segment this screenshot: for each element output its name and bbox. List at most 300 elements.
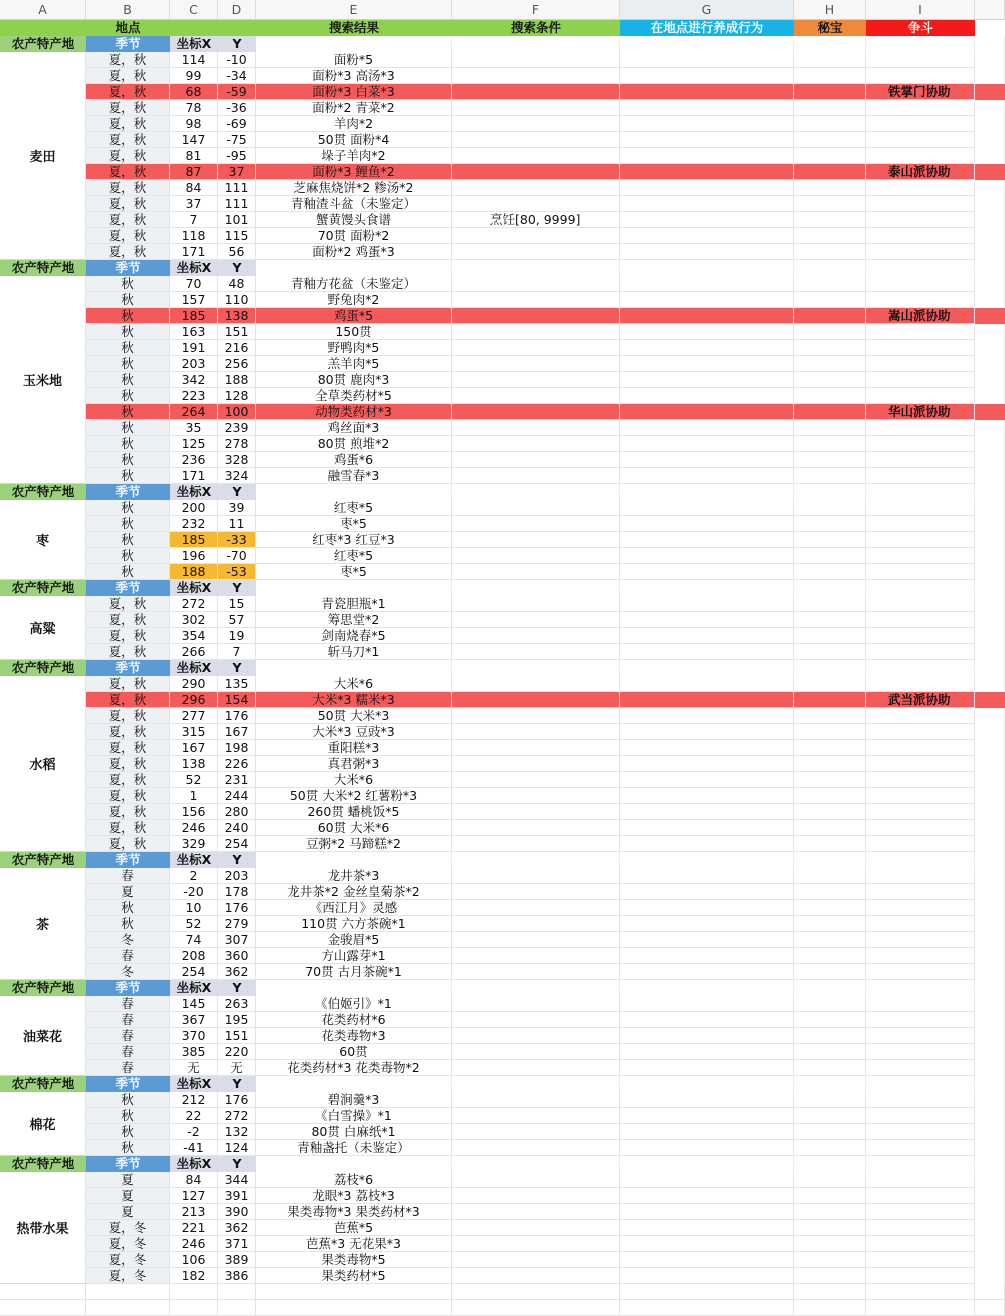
result-cell[interactable]: 70贯 古月茶碗*1 bbox=[256, 964, 452, 980]
condition-cell[interactable] bbox=[452, 196, 620, 212]
season-cell[interactable]: 夏，秋 bbox=[86, 100, 170, 116]
action-cell[interactable] bbox=[620, 68, 794, 84]
column-header-c[interactable]: C bbox=[170, 0, 218, 20]
action-cell[interactable] bbox=[620, 884, 794, 900]
fight-cell[interactable]: 武当派协助 bbox=[866, 692, 975, 708]
secret-cell[interactable] bbox=[794, 292, 866, 308]
season-cell[interactable]: 夏，秋 bbox=[86, 708, 170, 724]
coord-x-cell[interactable]: 329 bbox=[170, 836, 218, 852]
fight-cell[interactable] bbox=[866, 1268, 975, 1284]
result-cell[interactable]: 《西江月》灵感 bbox=[256, 900, 452, 916]
season-cell[interactable]: 夏，秋 bbox=[86, 676, 170, 692]
condition-cell[interactable] bbox=[452, 740, 620, 756]
fight-cell[interactable] bbox=[866, 644, 975, 660]
condition-cell[interactable] bbox=[452, 788, 620, 804]
fight-cell[interactable] bbox=[866, 180, 975, 196]
action-cell[interactable] bbox=[620, 564, 794, 580]
fight-cell[interactable]: 嵩山派协助 bbox=[866, 308, 975, 324]
coord-y-cell[interactable]: 176 bbox=[218, 708, 256, 724]
action-cell[interactable] bbox=[620, 84, 794, 100]
fight-cell[interactable] bbox=[866, 132, 975, 148]
action-cell[interactable] bbox=[620, 1092, 794, 1108]
condition-cell[interactable] bbox=[452, 724, 620, 740]
coord-x-cell[interactable]: 10 bbox=[170, 900, 218, 916]
coord-x-cell[interactable]: 200 bbox=[170, 500, 218, 516]
coord-x-cell[interactable]: 185 bbox=[170, 532, 218, 548]
secret-cell[interactable] bbox=[794, 644, 866, 660]
coord-y-cell[interactable]: 362 bbox=[218, 964, 256, 980]
result-cell[interactable]: 面粉*5 bbox=[256, 52, 452, 68]
secret-cell[interactable] bbox=[794, 900, 866, 916]
action-cell[interactable] bbox=[620, 1044, 794, 1060]
season-cell[interactable]: 秋 bbox=[86, 500, 170, 516]
category-2[interactable] bbox=[0, 500, 86, 580]
action-cell[interactable] bbox=[620, 436, 794, 452]
empty-cell[interactable] bbox=[86, 1284, 170, 1300]
action-cell[interactable] bbox=[620, 532, 794, 548]
season-cell[interactable]: 秋 bbox=[86, 356, 170, 372]
result-cell[interactable]: 花类药材*3 花类毒物*2 bbox=[256, 1060, 452, 1076]
empty-cell[interactable] bbox=[620, 1300, 794, 1316]
action-cell[interactable] bbox=[620, 116, 794, 132]
action-cell[interactable] bbox=[620, 628, 794, 644]
result-cell[interactable]: 垛子羊肉*2 bbox=[256, 148, 452, 164]
result-cell[interactable]: 筹思堂*2 bbox=[256, 612, 452, 628]
fight-cell[interactable] bbox=[866, 500, 975, 516]
secret-cell[interactable] bbox=[794, 884, 866, 900]
result-cell[interactable]: 碧涧羹*3 bbox=[256, 1092, 452, 1108]
secret-cell[interactable] bbox=[794, 612, 866, 628]
result-cell[interactable]: 50贯 面粉*4 bbox=[256, 132, 452, 148]
season-cell[interactable]: 夏，秋 bbox=[86, 52, 170, 68]
fight-cell[interactable] bbox=[866, 948, 975, 964]
season-cell[interactable]: 秋 bbox=[86, 276, 170, 292]
season-cell[interactable]: 秋 bbox=[86, 436, 170, 452]
coord-x-cell[interactable]: 191 bbox=[170, 340, 218, 356]
fight-cell[interactable] bbox=[866, 836, 975, 852]
coord-y-cell[interactable]: 362 bbox=[218, 1220, 256, 1236]
result-cell[interactable]: 枣*5 bbox=[256, 564, 452, 580]
condition-cell[interactable] bbox=[452, 772, 620, 788]
fight-cell[interactable] bbox=[866, 596, 975, 612]
secret-cell[interactable] bbox=[794, 164, 866, 180]
coord-x-cell[interactable]: 1 bbox=[170, 788, 218, 804]
secret-cell[interactable] bbox=[794, 964, 866, 980]
secret-cell[interactable] bbox=[794, 916, 866, 932]
action-cell[interactable] bbox=[620, 820, 794, 836]
fight-cell[interactable] bbox=[866, 1188, 975, 1204]
season-cell[interactable]: 春 bbox=[86, 1044, 170, 1060]
coord-y-cell[interactable]: 124 bbox=[218, 1140, 256, 1156]
coord-y-cell[interactable]: 360 bbox=[218, 948, 256, 964]
action-cell[interactable] bbox=[620, 516, 794, 532]
secret-cell[interactable] bbox=[794, 1012, 866, 1028]
fight-cell[interactable] bbox=[866, 1140, 975, 1156]
coord-x-cell[interactable]: 221 bbox=[170, 1220, 218, 1236]
empty-cell[interactable] bbox=[170, 1300, 218, 1316]
season-cell[interactable]: 夏，秋 bbox=[86, 756, 170, 772]
condition-cell[interactable] bbox=[452, 1092, 620, 1108]
result-cell[interactable]: 枣*5 bbox=[256, 516, 452, 532]
coord-x-cell[interactable]: 203 bbox=[170, 356, 218, 372]
action-cell[interactable] bbox=[620, 404, 794, 420]
season-cell[interactable]: 秋 bbox=[86, 340, 170, 356]
action-cell[interactable] bbox=[620, 724, 794, 740]
action-cell[interactable] bbox=[620, 340, 794, 356]
result-cell[interactable]: 动物类药材*3 bbox=[256, 404, 452, 420]
season-cell[interactable]: 夏 bbox=[86, 1172, 170, 1188]
action-cell[interactable] bbox=[620, 132, 794, 148]
season-cell[interactable]: 夏，秋 bbox=[86, 788, 170, 804]
condition-cell[interactable] bbox=[452, 532, 620, 548]
action-cell[interactable] bbox=[620, 372, 794, 388]
action-cell[interactable] bbox=[620, 692, 794, 708]
season-cell[interactable]: 夏，秋 bbox=[86, 180, 170, 196]
condition-cell[interactable] bbox=[452, 756, 620, 772]
action-cell[interactable] bbox=[620, 1060, 794, 1076]
result-cell[interactable]: 青釉盏托（未鉴定） bbox=[256, 1140, 452, 1156]
condition-cell[interactable] bbox=[452, 868, 620, 884]
season-cell[interactable]: 夏，冬 bbox=[86, 1252, 170, 1268]
empty-cell[interactable] bbox=[452, 1284, 620, 1300]
season-cell[interactable]: 秋 bbox=[86, 1140, 170, 1156]
coord-y-cell[interactable]: -33 bbox=[218, 532, 256, 548]
result-cell[interactable]: 鸡蛋*6 bbox=[256, 452, 452, 468]
fight-cell[interactable] bbox=[866, 116, 975, 132]
secret-cell[interactable] bbox=[794, 868, 866, 884]
action-cell[interactable] bbox=[620, 1012, 794, 1028]
coord-y-cell[interactable]: 344 bbox=[218, 1172, 256, 1188]
secret-cell[interactable] bbox=[794, 372, 866, 388]
empty-cell[interactable] bbox=[794, 1300, 866, 1316]
coord-x-cell[interactable]: 156 bbox=[170, 804, 218, 820]
fight-cell[interactable] bbox=[866, 532, 975, 548]
coord-y-cell[interactable]: -69 bbox=[218, 116, 256, 132]
coord-x-cell[interactable]: 296 bbox=[170, 692, 218, 708]
season-cell[interactable]: 春 bbox=[86, 948, 170, 964]
coord-y-cell[interactable]: -70 bbox=[218, 548, 256, 564]
season-cell[interactable]: 夏，秋 bbox=[86, 628, 170, 644]
action-cell[interactable] bbox=[620, 500, 794, 516]
coord-x-cell[interactable]: 118 bbox=[170, 228, 218, 244]
condition-cell[interactable] bbox=[452, 116, 620, 132]
fight-cell[interactable] bbox=[866, 420, 975, 436]
condition-cell[interactable] bbox=[452, 1188, 620, 1204]
action-cell[interactable] bbox=[620, 964, 794, 980]
empty-cell[interactable] bbox=[0, 1300, 86, 1316]
fight-cell[interactable] bbox=[866, 228, 975, 244]
coord-y-cell[interactable]: 154 bbox=[218, 692, 256, 708]
coord-x-cell[interactable]: 208 bbox=[170, 948, 218, 964]
secret-cell[interactable] bbox=[794, 436, 866, 452]
fight-cell[interactable] bbox=[866, 468, 975, 484]
condition-cell[interactable] bbox=[452, 132, 620, 148]
fight-cell[interactable] bbox=[866, 676, 975, 692]
coord-x-cell[interactable]: 7 bbox=[170, 212, 218, 228]
condition-cell[interactable] bbox=[452, 468, 620, 484]
action-cell[interactable] bbox=[620, 420, 794, 436]
coord-y-cell[interactable]: 391 bbox=[218, 1188, 256, 1204]
coord-x-cell[interactable]: 125 bbox=[170, 436, 218, 452]
secret-cell[interactable] bbox=[794, 804, 866, 820]
secret-cell[interactable] bbox=[794, 100, 866, 116]
empty-cell[interactable] bbox=[866, 1284, 975, 1300]
coord-y-cell[interactable]: 279 bbox=[218, 916, 256, 932]
fight-cell[interactable] bbox=[866, 516, 975, 532]
fight-cell[interactable] bbox=[866, 436, 975, 452]
result-cell[interactable]: 方山露芽*1 bbox=[256, 948, 452, 964]
coord-y-cell[interactable]: 256 bbox=[218, 356, 256, 372]
result-cell[interactable]: 果类毒物*3 果类药材*3 bbox=[256, 1204, 452, 1220]
result-cell[interactable]: 芝麻焦烧饼*2 糁汤*2 bbox=[256, 180, 452, 196]
coord-y-cell[interactable]: 371 bbox=[218, 1236, 256, 1252]
action-cell[interactable] bbox=[620, 788, 794, 804]
empty-cell[interactable] bbox=[975, 1284, 1005, 1300]
coord-x-cell[interactable]: 147 bbox=[170, 132, 218, 148]
season-cell[interactable]: 秋 bbox=[86, 452, 170, 468]
result-cell[interactable]: 野兔肉*2 bbox=[256, 292, 452, 308]
coord-x-cell[interactable]: 246 bbox=[170, 820, 218, 836]
season-cell[interactable]: 夏 bbox=[86, 884, 170, 900]
condition-cell[interactable]: 烹饪[80, 9999] bbox=[452, 212, 620, 228]
condition-cell[interactable] bbox=[452, 1028, 620, 1044]
fight-cell[interactable] bbox=[866, 1172, 975, 1188]
action-cell[interactable] bbox=[620, 836, 794, 852]
action-cell[interactable] bbox=[620, 308, 794, 324]
coord-y-cell[interactable]: 100 bbox=[218, 404, 256, 420]
coord-y-cell[interactable]: 128 bbox=[218, 388, 256, 404]
action-cell[interactable] bbox=[620, 1236, 794, 1252]
coord-x-cell[interactable]: -20 bbox=[170, 884, 218, 900]
coord-x-cell[interactable]: -2 bbox=[170, 1124, 218, 1140]
condition-cell[interactable] bbox=[452, 340, 620, 356]
condition-cell[interactable] bbox=[452, 244, 620, 260]
result-cell[interactable]: 蟹黄馒头食谱 bbox=[256, 212, 452, 228]
condition-cell[interactable] bbox=[452, 436, 620, 452]
coord-y-cell[interactable]: -95 bbox=[218, 148, 256, 164]
secret-cell[interactable] bbox=[794, 1060, 866, 1076]
coord-x-cell[interactable]: 70 bbox=[170, 276, 218, 292]
secret-cell[interactable] bbox=[794, 772, 866, 788]
coord-y-cell[interactable]: 167 bbox=[218, 724, 256, 740]
secret-cell[interactable] bbox=[794, 356, 866, 372]
empty-cell[interactable] bbox=[452, 1300, 620, 1316]
season-cell[interactable]: 夏，冬 bbox=[86, 1268, 170, 1284]
condition-cell[interactable] bbox=[452, 180, 620, 196]
empty-cell[interactable] bbox=[975, 1300, 1005, 1316]
secret-cell[interactable] bbox=[794, 548, 866, 564]
secret-cell[interactable] bbox=[794, 996, 866, 1012]
secret-cell[interactable] bbox=[794, 596, 866, 612]
condition-cell[interactable] bbox=[452, 996, 620, 1012]
secret-cell[interactable] bbox=[794, 452, 866, 468]
season-cell[interactable]: 秋 bbox=[86, 564, 170, 580]
condition-cell[interactable] bbox=[452, 148, 620, 164]
season-cell[interactable]: 春 bbox=[86, 868, 170, 884]
action-cell[interactable] bbox=[620, 1028, 794, 1044]
empty-cell[interactable] bbox=[0, 1284, 86, 1300]
column-header-h[interactable]: H bbox=[794, 0, 866, 20]
coord-y-cell[interactable]: 176 bbox=[218, 1092, 256, 1108]
fight-cell[interactable] bbox=[866, 52, 975, 68]
action-cell[interactable] bbox=[620, 708, 794, 724]
coord-y-cell[interactable]: 328 bbox=[218, 452, 256, 468]
result-cell[interactable]: 青釉渣斗盆（未鉴定） bbox=[256, 196, 452, 212]
result-cell[interactable]: 果类药材*5 bbox=[256, 1268, 452, 1284]
fight-cell[interactable] bbox=[866, 148, 975, 164]
fight-cell[interactable] bbox=[866, 196, 975, 212]
action-cell[interactable] bbox=[620, 1108, 794, 1124]
secret-cell[interactable] bbox=[794, 308, 866, 324]
secret-cell[interactable] bbox=[794, 628, 866, 644]
coord-x-cell[interactable]: 223 bbox=[170, 388, 218, 404]
season-cell[interactable]: 秋 bbox=[86, 1092, 170, 1108]
empty-cell[interactable] bbox=[866, 1300, 975, 1316]
season-cell[interactable]: 夏，秋 bbox=[86, 148, 170, 164]
condition-cell[interactable] bbox=[452, 596, 620, 612]
action-cell[interactable] bbox=[620, 1124, 794, 1140]
action-cell[interactable] bbox=[620, 164, 794, 180]
coord-y-cell[interactable]: 307 bbox=[218, 932, 256, 948]
coord-x-cell[interactable]: 52 bbox=[170, 772, 218, 788]
coord-y-cell[interactable]: -75 bbox=[218, 132, 256, 148]
season-cell[interactable]: 夏 bbox=[86, 1204, 170, 1220]
coord-y-cell[interactable]: 138 bbox=[218, 308, 256, 324]
secret-cell[interactable] bbox=[794, 788, 866, 804]
result-cell[interactable]: 150贯 bbox=[256, 324, 452, 340]
result-cell[interactable]: 大米*6 bbox=[256, 772, 452, 788]
action-cell[interactable] bbox=[620, 932, 794, 948]
coord-x-cell[interactable]: 188 bbox=[170, 564, 218, 580]
result-cell[interactable]: 果类毒物*5 bbox=[256, 1252, 452, 1268]
result-cell[interactable]: 80贯 鹿肉*3 bbox=[256, 372, 452, 388]
coord-x-cell[interactable]: 52 bbox=[170, 916, 218, 932]
condition-cell[interactable] bbox=[452, 916, 620, 932]
secret-cell[interactable] bbox=[794, 692, 866, 708]
coord-y-cell[interactable]: 7 bbox=[218, 644, 256, 660]
coord-x-cell[interactable]: 272 bbox=[170, 596, 218, 612]
coord-y-cell[interactable]: 231 bbox=[218, 772, 256, 788]
secret-cell[interactable] bbox=[794, 1220, 866, 1236]
empty-cell[interactable] bbox=[170, 1284, 218, 1300]
coord-y-cell[interactable]: -10 bbox=[218, 52, 256, 68]
action-cell[interactable] bbox=[620, 356, 794, 372]
coord-x-cell[interactable]: 385 bbox=[170, 1044, 218, 1060]
empty-cell[interactable] bbox=[256, 1300, 452, 1316]
result-cell[interactable]: 红枣*5 bbox=[256, 500, 452, 516]
action-cell[interactable] bbox=[620, 452, 794, 468]
result-cell[interactable]: 60贯 bbox=[256, 1044, 452, 1060]
coord-y-cell[interactable]: 226 bbox=[218, 756, 256, 772]
fight-cell[interactable] bbox=[866, 1204, 975, 1220]
condition-cell[interactable] bbox=[452, 884, 620, 900]
secret-cell[interactable] bbox=[794, 68, 866, 84]
season-cell[interactable]: 秋 bbox=[86, 1108, 170, 1124]
result-cell[interactable]: 芭蕉*3 无花果*3 bbox=[256, 1236, 452, 1252]
season-cell[interactable]: 夏，秋 bbox=[86, 196, 170, 212]
secret-cell[interactable] bbox=[794, 1028, 866, 1044]
coord-y-cell[interactable]: -59 bbox=[218, 84, 256, 100]
coord-x-cell[interactable]: 106 bbox=[170, 1252, 218, 1268]
season-cell[interactable]: 秋 bbox=[86, 1124, 170, 1140]
condition-cell[interactable] bbox=[452, 324, 620, 340]
season-cell[interactable]: 夏，秋 bbox=[86, 116, 170, 132]
secret-cell[interactable] bbox=[794, 1124, 866, 1140]
secret-cell[interactable] bbox=[794, 836, 866, 852]
coord-y-cell[interactable]: 390 bbox=[218, 1204, 256, 1220]
season-cell[interactable]: 春 bbox=[86, 1060, 170, 1076]
coord-x-cell[interactable]: 254 bbox=[170, 964, 218, 980]
coord-x-cell[interactable]: 68 bbox=[170, 84, 218, 100]
condition-cell[interactable] bbox=[452, 900, 620, 916]
coord-y-cell[interactable]: 203 bbox=[218, 868, 256, 884]
empty-cell[interactable] bbox=[218, 1284, 256, 1300]
condition-cell[interactable] bbox=[452, 1204, 620, 1220]
coord-y-cell[interactable]: 220 bbox=[218, 1044, 256, 1060]
condition-cell[interactable] bbox=[452, 276, 620, 292]
coord-y-cell[interactable]: 216 bbox=[218, 340, 256, 356]
coord-x-cell[interactable]: 370 bbox=[170, 1028, 218, 1044]
fight-cell[interactable] bbox=[866, 452, 975, 468]
season-cell[interactable]: 夏，冬 bbox=[86, 1236, 170, 1252]
result-cell[interactable]: 260贯 蟠桃饭*5 bbox=[256, 804, 452, 820]
condition-cell[interactable] bbox=[452, 676, 620, 692]
action-cell[interactable] bbox=[620, 900, 794, 916]
coord-x-cell[interactable]: 236 bbox=[170, 452, 218, 468]
category-6[interactable] bbox=[0, 996, 86, 1076]
fight-cell[interactable] bbox=[866, 820, 975, 836]
condition-cell[interactable] bbox=[452, 1044, 620, 1060]
season-cell[interactable]: 夏，秋 bbox=[86, 212, 170, 228]
coord-x-cell[interactable]: 99 bbox=[170, 68, 218, 84]
season-cell[interactable]: 夏，秋 bbox=[86, 84, 170, 100]
action-cell[interactable] bbox=[620, 1204, 794, 1220]
action-cell[interactable] bbox=[620, 868, 794, 884]
result-cell[interactable]: 剑南烧春*5 bbox=[256, 628, 452, 644]
coord-x-cell[interactable]: 2 bbox=[170, 868, 218, 884]
coord-y-cell[interactable]: 132 bbox=[218, 1124, 256, 1140]
fight-cell[interactable] bbox=[866, 756, 975, 772]
column-header-e[interactable]: E bbox=[256, 0, 452, 20]
coord-y-cell[interactable]: 278 bbox=[218, 436, 256, 452]
category-0[interactable] bbox=[0, 52, 86, 260]
action-cell[interactable] bbox=[620, 324, 794, 340]
coord-x-cell[interactable]: 171 bbox=[170, 244, 218, 260]
result-cell[interactable]: 鸡丝面*3 bbox=[256, 420, 452, 436]
action-cell[interactable] bbox=[620, 1188, 794, 1204]
result-cell[interactable]: 面粉*3 鲤鱼*2 bbox=[256, 164, 452, 180]
coord-x-cell[interactable]: 182 bbox=[170, 1268, 218, 1284]
fight-cell[interactable] bbox=[866, 612, 975, 628]
coord-x-cell[interactable]: 无 bbox=[170, 1060, 218, 1076]
fight-cell[interactable] bbox=[866, 212, 975, 228]
secret-cell[interactable] bbox=[794, 1204, 866, 1220]
coord-y-cell[interactable]: 244 bbox=[218, 788, 256, 804]
action-cell[interactable] bbox=[620, 468, 794, 484]
coord-y-cell[interactable]: 239 bbox=[218, 420, 256, 436]
season-cell[interactable]: 秋 bbox=[86, 292, 170, 308]
secret-cell[interactable] bbox=[794, 740, 866, 756]
season-cell[interactable]: 春 bbox=[86, 996, 170, 1012]
season-cell[interactable]: 夏，秋 bbox=[86, 644, 170, 660]
coord-x-cell[interactable]: 213 bbox=[170, 1204, 218, 1220]
coord-y-cell[interactable]: 110 bbox=[218, 292, 256, 308]
result-cell[interactable]: 80贯 煎堆*2 bbox=[256, 436, 452, 452]
season-cell[interactable]: 夏，秋 bbox=[86, 740, 170, 756]
condition-cell[interactable] bbox=[452, 404, 620, 420]
condition-cell[interactable] bbox=[452, 68, 620, 84]
coord-x-cell[interactable]: 114 bbox=[170, 52, 218, 68]
